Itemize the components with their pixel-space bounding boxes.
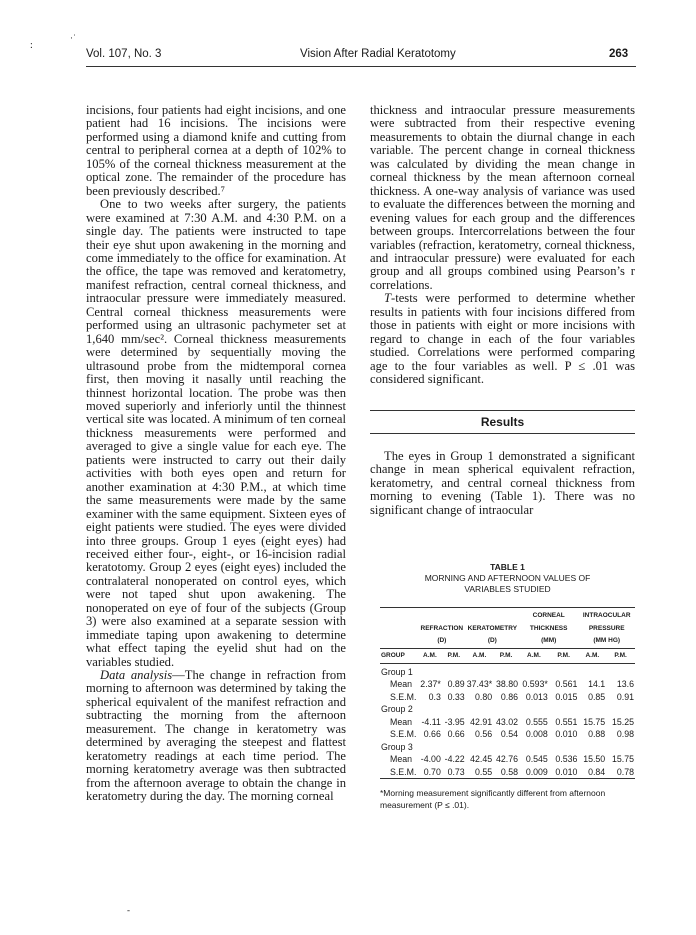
- table-row: [380, 728, 635, 741]
- time-label: P.M.: [447, 651, 461, 659]
- footnote-line: measurement (P ≤ .01).: [380, 800, 470, 810]
- table-row: [380, 766, 635, 779]
- table-group-row: [380, 703, 635, 716]
- table-cell: 43.02: [495, 716, 518, 727]
- right-column: [370, 104, 635, 517]
- paragraph: thickness and intraocular pressure measurements were subtracted from their respective evening measurements to obtain the diurnal change in each variable. The percent change in corneal thickness was calculated by dividing the mean change in corneal thickness by the mean afternoon corneal thickness. A one-way analysis of variance was used to evaluate the differences between the morning and evening values for each group and the differences between groups. Intercorrelations between the four variables (refraction, keratometry, corneal thickness, and intraocular pressure) were evaluated for each group and all groups combined using Pearson’s r correlations.: [370, 103, 635, 292]
- table-footnote: [380, 787, 635, 811]
- table-cell: 0.80: [475, 691, 493, 702]
- table-cell: 0.89: [447, 679, 465, 689]
- table-header-row: [380, 608, 635, 648]
- footnote-line: *Morning measurement significantly different from afternoon: [380, 788, 606, 798]
- data-analysis-label: Data analysis: [100, 668, 173, 683]
- table-row: [380, 678, 635, 691]
- time-label: P.M.: [614, 651, 627, 659]
- data-analysis-text: —The change in refraction from morning to afternoon was determined by taking the spherical equivalent of the manifest refraction and subtracting the morning from the afternoon measurement. The change in keratometry was determined by averaging the steepest and flattest keratometry readings at each time period. The morning keratometry average was then subtracted from the afternoon average to obtain the change in keratometry during the day. The morning corneal: [86, 668, 346, 804]
- time-label: P.M.: [557, 651, 570, 659]
- row-label: S.E.M.: [390, 766, 417, 777]
- stray-mark: ·˙: [70, 33, 76, 43]
- table-cell: 0.015: [555, 691, 578, 702]
- table-row: [380, 716, 635, 729]
- row-label: Mean: [390, 716, 413, 727]
- table-cell: 0.008: [525, 729, 548, 739]
- row-label: Mean: [390, 754, 413, 764]
- row-label: S.E.M.: [390, 691, 417, 702]
- table-cell: 0.33: [447, 691, 465, 702]
- table-cell: -4.11: [421, 716, 441, 727]
- table-cell: 0.88: [588, 729, 606, 739]
- table-group-row: [380, 663, 635, 678]
- col-header-intraocular-pressure: INTRAOCULAR PRESSURE (MM HG): [582, 612, 631, 644]
- table-cell: 15.75: [611, 754, 634, 764]
- data-analysis-paragraph: [86, 669, 346, 804]
- stray-mark: -: [127, 905, 130, 915]
- table-cell: 0.561: [555, 679, 578, 689]
- table-row: [380, 753, 635, 766]
- table-cell: 0.536: [555, 754, 578, 764]
- table-cell: 42.76: [495, 754, 518, 764]
- table-body: [380, 663, 635, 778]
- table-cell: 37.43*: [466, 679, 493, 689]
- time-label: A.M.: [527, 651, 541, 659]
- table-cell: 0.3: [428, 691, 441, 702]
- table-cell: 0.70: [423, 766, 441, 777]
- table-cell: 14.1: [588, 679, 606, 689]
- table-group-row: [380, 741, 635, 754]
- table-cell: 0.013: [525, 691, 548, 702]
- ttest-text: -tests were performed to determine whether results in patients with four incisions differed from those in patients with eight or more incisions with regard to change in each of the four variables studied. Correlations were performed comparing age to the four variables as well. P ≤ .01 was considered significant.: [370, 291, 635, 387]
- col-header-refraction: REFRACTION (D): [420, 624, 464, 644]
- table-cell: 15.50: [583, 754, 606, 764]
- table-cell: 42.91: [470, 716, 493, 727]
- table-cell: 0.545: [525, 754, 548, 764]
- results-paragraph: The eyes in Group 1 demonstrated a significant change in mean spherical equivalent refraction, keratometry, and central corneal thickness from morning to evening (Table 1). There was no significant change of intraocular: [370, 449, 635, 517]
- table-cell: 0.58: [500, 766, 518, 777]
- table-subheader-row: [380, 648, 635, 663]
- table-cell: 0.555: [525, 716, 548, 727]
- paragraph: incisions, four patients had eight incisions, and one patient had 16 incisions. The incisions were performed using a diamond knife and cutting from central to peripheral cornea at a depth of 102% to 105% of the corneal thickness measurement at the optical zone. The remainder of the procedure has been previously described.⁷: [86, 103, 346, 198]
- table-cell: 0.54: [500, 729, 518, 739]
- table-row: [380, 691, 635, 704]
- row-label: Mean: [390, 679, 413, 689]
- table-cell: 15.75: [583, 716, 606, 727]
- running-header-volume: Vol. 107, No. 3: [86, 48, 162, 60]
- table-cell: 15.25: [611, 716, 634, 727]
- table-cell: -4.22: [444, 754, 465, 764]
- table-cell: 42.45: [470, 754, 493, 764]
- paragraph: One to two weeks after surgery, the patients were examined at 7:30 A.M. and 4:30 P.M. on a single day. The patients were instructed to tape their eye shut upon awakening in the morning and come immediately to the office for examination. At the office, the tape was removed and keratometry, manifest refraction, central corneal thickness, and intraocular pressure were immediately measured. Central corneal thickness measurements were performed using an ultrasonic pachymeter set at 1,640 mm/sec². Corneal thickness measurements were determined by sequentially moving the ultrasound probe from the midtemporal cornea first, then moving it nasally until reaching the thinnest horizontal location. The probe was then moved superiorly and inferiorly until the thinnest vertical site was located. A minimum of ten corneal thickness measurements were performed and averaged to give a single value for each eye. The patients were instructed to carry out their daily activities with both eyes open and return for another examination at 4:30 P.M., at which time the same measurements were made by the same examiner with the same equipment. Sixteen eyes of eight patients were studied. The eyes were divided into three groups. Group 1 eyes (eight eyes) had received either four-, eight-, or 16-incision radial keratotomy. Group 2 eyes (eight eyes) included the contralateral nonoperated on control eyes, which were not taped shut upon awakening. The nonoperated on eye of four of the subjects (Group 3) were also examined at a separate session with immediate taping upon awakening to determine what effect taping the eyelid shut had on the variables studied.: [86, 197, 346, 669]
- row-label: S.E.M.: [390, 729, 417, 739]
- table-cell: 13.6: [616, 679, 634, 689]
- page-number: 263: [609, 48, 629, 60]
- table-cell: 0.85: [588, 691, 606, 702]
- results-heading: Results: [370, 410, 635, 434]
- left-column: [86, 104, 346, 804]
- ttest-lead: T: [384, 291, 392, 306]
- table-title-line: VARIABLES STUDIED: [464, 584, 551, 594]
- group-name: Group 2: [381, 704, 413, 714]
- table-label: TABLE 1: [490, 562, 525, 572]
- ttest-paragraph: [370, 292, 635, 386]
- table-cell: 0.86: [500, 691, 518, 702]
- table-cell: 0.66: [447, 729, 465, 739]
- table-cell: 0.009: [525, 766, 548, 777]
- stray-mark: :: [30, 40, 33, 51]
- table-cell: 38.80: [495, 679, 518, 689]
- table-cell: -3.95: [444, 716, 465, 727]
- group-header: GROUP: [381, 651, 405, 659]
- table-title-line: MORNING AND AFTERNOON VALUES OF: [424, 573, 591, 583]
- data-table: [380, 608, 635, 778]
- table-cell: -4.00: [420, 754, 441, 764]
- col-header-corneal-thickness: CORNEAL THICKNESS (MM): [529, 612, 568, 644]
- table-cell: 0.91: [616, 691, 634, 702]
- table-cell: 0.78: [616, 766, 634, 777]
- table-bottom-rule: [380, 778, 635, 779]
- table-cell: 2.37*: [420, 679, 441, 689]
- time-label: A.M.: [472, 651, 487, 659]
- table-cell: 0.551: [555, 716, 578, 727]
- table-cell: 0.010: [555, 766, 578, 777]
- time-label: A.M.: [585, 651, 600, 659]
- table-cell: 0.66: [423, 729, 441, 739]
- table-1: [380, 562, 635, 811]
- table-cell: 0.593*: [522, 679, 548, 689]
- col-header-keratometry: KERATOMETRY (D): [467, 624, 518, 644]
- group-name: Group 3: [381, 741, 413, 752]
- methods-continued: [370, 104, 635, 410]
- table-cell: 0.010: [555, 729, 578, 739]
- table-cell: 0.56: [475, 729, 493, 739]
- table-cell: 0.55: [475, 766, 493, 777]
- running-header-title: Vision After Radial Keratotomy: [300, 48, 456, 60]
- group-name: Group 1: [381, 666, 413, 677]
- table-cell: 0.73: [447, 766, 465, 777]
- header-rule: [86, 66, 636, 67]
- table-cell: 0.98: [616, 729, 634, 739]
- time-label: A.M.: [423, 651, 437, 659]
- time-label: P.M.: [499, 651, 513, 659]
- table-cell: 0.84: [588, 766, 606, 777]
